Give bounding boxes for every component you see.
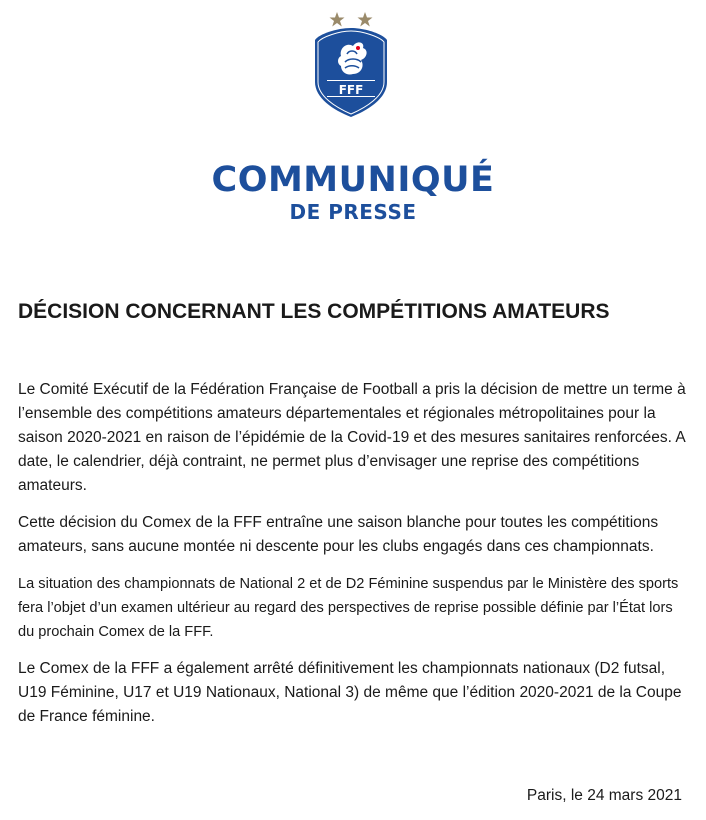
star-icon <box>330 12 345 27</box>
star-icon <box>358 12 373 27</box>
fff-rooster-crest-icon <box>303 10 399 120</box>
paragraph: Le Comité Exécutif de la Fédération Française de Football a pris la décision de mettre un terme à l’ensemble des compétitions amateurs départementales et régionales métropolitaines pour la saison 2020-2021 en raison de l’épidémie de la Covid-19 et des mesures sanitaires renforcées. A date, le calendrier, déjà contraint, ne permet plus d’envisager une reprise des compétitions amateurs. <box>18 381 686 494</box>
logo-text: FFF <box>338 83 364 97</box>
fff-logo <box>303 10 399 120</box>
paragraph: Cette décision du Comex de la FFF entraîne une saison blanche pour toutes les compétitions amateurs, sans aucune montée ni descente pour les clubs engagés dans ces championnats. <box>18 514 659 555</box>
headline: COMMUNIQUÉ <box>211 160 495 200</box>
subheadline: DE PRESSE <box>289 200 417 224</box>
document-body <box>18 378 690 742</box>
document-title: DÉCISION CONCERNANT LES COMPÉTITIONS AMATEURS <box>18 300 610 323</box>
paragraph: Le Comex de la FFF a également arrêté définitivement les championnats nationaux (D2 futsal, U19 Féminine, U17 et U19 Nationaux, National 3) de même que l’édition 2020-2021 de la Coupe de France féminine. <box>18 660 682 725</box>
paragraph: La situation des championnats de National 2 et de D2 Féminine suspendus par le Ministère des sports fera l’objet d’un examen ultérieur au regard des perspectives de reprise possible définie par l’État lors du prochain Comex de la FFF. <box>18 576 679 640</box>
signature-date: Paris, le 24 mars 2021 <box>526 787 682 804</box>
